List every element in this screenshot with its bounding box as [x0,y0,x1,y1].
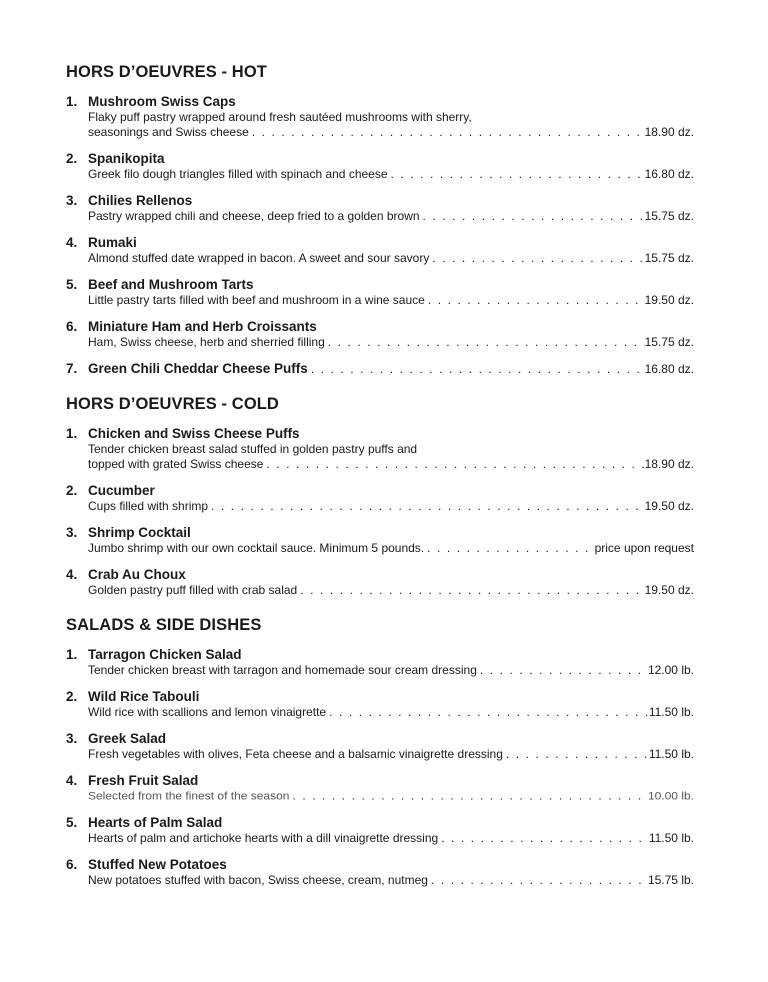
item-description: New potatoes stuffed with bacon, Swiss cheese, cream, nutmeg [88,873,428,887]
item-price: 18.90 dz. [644,125,694,139]
item-name: Crab Au Choux [88,567,186,582]
item-price: 12.00 lb. [647,663,694,677]
menu-item [66,277,694,308]
dot-leader [425,293,645,308]
item-number: 1. [66,94,78,109]
item-price: 11.50 lb. [648,747,694,761]
item-description: Almond stuffed date wrapped in bacon. A sweet and sour savory [88,251,430,265]
item-number: 3. [66,193,78,208]
item-number: 5. [66,277,78,292]
item-description: Ham, Swiss cheese, herb and sherried filling [88,335,325,349]
item-description: Hearts of palm and artichoke hearts with a dill vinaigrette dressing [88,831,439,845]
item-name: Green Chili Cheddar Cheese Puffs [88,361,308,376]
item-number: 4. [66,773,78,788]
item-description: Cups filled with shrimp [88,499,209,513]
item-number: 1. [66,647,78,662]
dot-leader [477,663,648,678]
item-name: Mushroom Swiss Caps [88,94,236,109]
item-description: Tender chicken breast with tarragon and homemade sour cream dressing [88,663,477,677]
dot-leader [388,167,645,182]
menu-item [66,647,694,678]
item-description: Fresh vegetables with olives, Feta cheese and a balsamic vinaigrette dressing [88,747,503,761]
item-price: 15.75 dz. [644,251,694,265]
item-price: 18.90 dz. [644,457,694,471]
section-salads-side-dishes [66,615,694,888]
menu-item [66,94,694,140]
dot-leader [438,831,649,846]
item-description: Golden pastry puff filled with crab salad [88,583,298,597]
section-hors-doeuvres-cold [66,394,694,598]
item-name: Miniature Ham and Herb Croissants [88,319,317,334]
section-title: HORS D’OEUVRES - HOT [66,63,267,81]
menu-item [66,773,694,804]
dot-leader [429,251,644,266]
item-description: Little pastry tarts filled with beef and mushroom in a wine sauce [88,293,425,307]
section-hors-doeuvres-hot [66,62,694,377]
item-name: Tarragon Chicken Salad [88,647,242,662]
item-description: Jumbo shrimp with our own cocktail sauce. Minimum 5 pounds. [88,541,425,555]
item-description: Tender chicken breast salad stuffed in golden pastry puffs and [88,442,418,456]
item-number: 4. [66,567,78,582]
item-price: 15.75 dz. [644,335,694,349]
dot-leader [297,583,644,598]
item-name: Rumaki [88,235,137,250]
item-number: 7. [66,361,78,376]
section-title: HORS D’OEUVRES - COLD [66,395,279,413]
item-name: Cucumber [88,483,155,498]
item-price: 16.80 dz. [644,362,694,376]
menu-item [66,193,694,224]
menu-item [66,689,694,720]
item-description: Flaky puff pastry wrapped around fresh sautéed mushrooms with sherry, [88,110,472,124]
item-number: 5. [66,815,78,830]
menu-item [66,815,694,846]
item-price: 19.50 dz. [644,293,694,307]
menu-item [66,567,694,598]
item-price: 19.50 dz. [644,499,694,513]
item-description: Wild rice with scallions and lemon vinaigrette [88,705,327,719]
item-name: Beef and Mushroom Tarts [88,277,254,292]
menu-item [66,731,694,762]
dot-leader [249,125,645,140]
item-name: Spanikopita [88,151,165,166]
item-number: 2. [66,689,78,704]
item-number: 3. [66,525,78,540]
item-price: 15.75 lb. [647,873,694,887]
item-name: Chicken and Swiss Cheese Puffs [88,426,300,441]
item-price: 11.50 lb. [648,831,694,845]
item-name: Hearts of Palm Salad [88,815,223,830]
item-name: Shrimp Cocktail [88,525,191,540]
item-price: 16.80 dz. [644,167,694,181]
dot-leader [326,705,649,720]
item-name: Wild Rice Tabouli [88,689,200,704]
dot-leader [308,361,645,377]
item-price: 10.00 lb. [647,789,694,803]
item-number: 2. [66,483,78,498]
item-price: price upon request [594,541,694,555]
item-name: Fresh Fruit Salad [88,773,199,788]
item-number: 2. [66,151,78,166]
section-title: SALADS & SIDE DISHES [66,616,262,634]
item-name: Greek Salad [88,731,167,746]
item-name: Stuffed New Potatoes [88,857,227,872]
item-price: 19.50 dz. [644,583,694,597]
item-price: 15.75 dz. [644,209,694,223]
menu-item [66,151,694,182]
dot-leader [420,209,645,224]
item-number: 3. [66,731,78,746]
dot-leader [325,335,645,350]
menu-item [66,857,694,888]
menu-item [66,525,694,556]
menu-item [66,483,694,514]
dot-leader [289,790,648,804]
item-description-end: seasonings and Swiss cheese [88,125,249,139]
item-description-end: topped with grated Swiss cheese [88,457,264,471]
item-number: 4. [66,235,78,250]
item-description: Pastry wrapped chili and cheese, deep fried to a golden brown [88,209,420,223]
menu-item [66,235,694,266]
menu-item [66,319,694,350]
item-number: 1. [66,426,78,441]
item-number: 6. [66,319,78,334]
item-description: Greek filo dough triangles filled with spinach and cheese [88,167,388,181]
dot-leader [424,541,594,556]
item-number: 6. [66,857,78,872]
dot-leader [503,747,649,762]
menu-item [66,426,694,472]
dot-leader [428,873,648,888]
item-description: Selected from the finest of the season [88,789,290,803]
menu-item [66,361,694,377]
dot-leader [263,457,644,472]
menu-page [66,62,694,905]
item-price: 11.50 lb. [648,705,694,719]
dot-leader [208,499,645,514]
item-name: Chilies Rellenos [88,193,193,208]
